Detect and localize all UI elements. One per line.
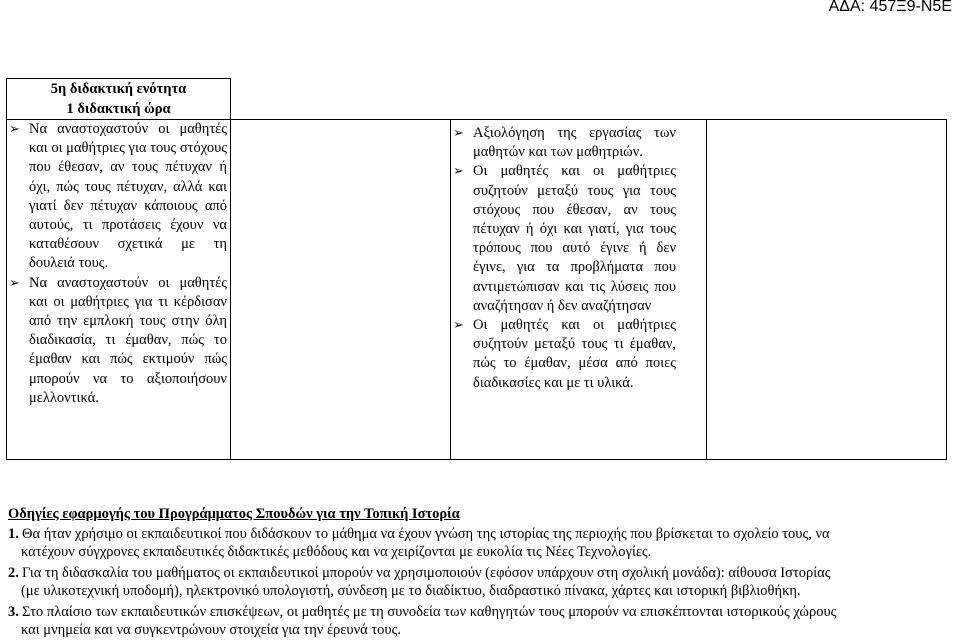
arrow-bullet-icon: ➢ bbox=[453, 164, 464, 180]
instructions-section bbox=[8, 505, 950, 641]
arrow-bullet-icon: ➢ bbox=[9, 122, 20, 137]
item-text-line: (με υλικοτεχνική υποδομή), ηλεκτρονικό υπολογιστή, σύνδεση με το διαδίκτυο, διαδραστικό πίνακα, χάρτες και ιστορική βιβλιοθήκη. bbox=[21, 583, 801, 600]
arrow-bullet-icon: ➢ bbox=[453, 126, 464, 141]
table-header-row bbox=[7, 79, 947, 120]
arrow-bullet-icon: ➢ bbox=[9, 275, 20, 291]
instruction-item bbox=[8, 525, 950, 562]
item-text-line: και μνημεία και να συγκεντρώνουν στοιχεία για την έρευνά τους. bbox=[21, 622, 401, 639]
objective-item: ➢ Να αναστοχαστούν οι μαθητές και οι μαθήτριες για τους στόχους που έθεσαν, αν τους πέτυχαν ή όχι, πώς τους πέτυχαν, αλλά και γιατί δεν πέτυχαν κάποιους από αυτούς, τι προτάσεις έχουν να καταθέσουν σχετικά με τη δουλειά τους. bbox=[9, 121, 227, 272]
unit-header-cell bbox=[7, 79, 231, 120]
unit-title: 5η διδακτική ενότητα bbox=[50, 81, 187, 97]
unit-table bbox=[6, 78, 947, 460]
activity-item: ➢ Οι μαθητές και οι μαθήτριες συζητούν μεταξύ τους για τους στόχους που έθεσαν, αν τους πέτυχαν ή όχι και γιατί, για τους τρόπους που αυτό έγινε ή δεν έγινε, για τα προβλήματα που αντιμετώπισαν και τις λύσεις που αναζήτησαν ή δεν αναζήτησαν bbox=[453, 163, 676, 314]
activities-cell bbox=[451, 120, 707, 460]
objective-item: ➢ Να αναστοχαστούν οι μαθητές και οι μαθήτριες για τι κέρδισαν από την εμπλοκή τους στην όλη διαδικασία, τι έμαθαν, πώς το έμαθαν και πώς εκτιμούν πώς μπορούν να το αξιοποιήσουν μελλοντικά. bbox=[9, 274, 227, 406]
activity-item: ➢ Οι μαθητές και οι μαθήτριες συζητούν μεταξύ τους τι έμαθαν, πώς το έμαθαν, μέσα από ποιες διαδικασίες και με τι υλικά. bbox=[453, 317, 676, 391]
item-number: 1. bbox=[8, 526, 19, 542]
unit-content-row bbox=[7, 120, 947, 460]
instruction-item bbox=[8, 603, 950, 640]
item-text-line: Θα ήταν χρήσιμο οι εκπαιδευτικοί που διδάσκουν το μάθημα να έχουν γνώση της ιστορίας της περιοχής που βρίσκεται το σχολείο τους, να bbox=[22, 526, 830, 542]
item-text-line: Για τη διδασκαλία του μαθήματος οι εκπαιδευτικοί μπορούν να χρησιμοποιούν (εφόσον υπάρχουν στη σχολική μονάδα): αίθουσα Ιστορίας bbox=[22, 564, 831, 581]
item-number: 2. bbox=[8, 564, 19, 581]
activity-item: ➢ Αξιολόγηση της εργασίας των μαθητών και των μαθητριών. bbox=[453, 125, 676, 161]
unit-hours: 1 διδακτική ώρα bbox=[66, 101, 171, 117]
item-text-line: κατέχουν σύγχρονες εκπαιδευτικές διδακτικές μεθόδους και να χειρίζονται με ευκολία τις Νέες Τεχνολογίες. bbox=[21, 544, 652, 561]
arrow-bullet-icon: ➢ bbox=[453, 318, 464, 334]
document-code: ΑΔΑ: 457Ξ9-Ν5Ε bbox=[828, 0, 952, 15]
objectives-cell bbox=[7, 120, 231, 460]
item-number: 3. bbox=[8, 603, 19, 620]
empty-cell bbox=[231, 120, 451, 460]
instructions-title: Οδηγίες εφαρμογής του Προγράμματος Σπουδών για την Τοπική Ιστορία bbox=[8, 506, 460, 522]
instruction-item bbox=[8, 564, 950, 601]
item-text-line: Στο πλαίσιο των εκπαιδευτικών επισκέψεων, οι μαθητές με τη συνοδεία των καθηγητών τους μπορούν να επισκέπτονται ιστορικούς χώρους bbox=[22, 603, 837, 620]
empty-cell bbox=[707, 120, 947, 460]
